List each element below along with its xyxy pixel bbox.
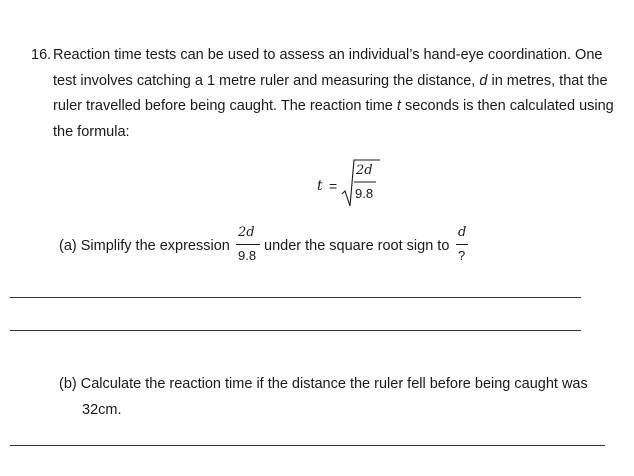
question-text-line-3 (53, 98, 614, 114)
question-text-line-3a: ruler travelled before being caught. The reaction time (53, 98, 393, 114)
question-text-line-1: Reaction time tests can be used to assess an individual’s hand-eye coordination. One (53, 47, 603, 63)
part-a-fraction-bar (236, 244, 260, 245)
question-text-line-2a: test involves catching a 1 metre ruler and measuring the distance, (53, 73, 476, 89)
formula-lhs: t (317, 178, 323, 194)
part-b-line-2: 32cm. (82, 402, 122, 418)
part-a-fraction-denominator: 9.8 (238, 248, 257, 263)
part-a-middle-text: under the square root sign to (264, 238, 450, 254)
question-text-line-2b: in metres, that the (491, 73, 608, 89)
part-a-target-fraction-bar (456, 244, 468, 245)
part-a-target-denominator: ? (458, 248, 466, 263)
answer-line-a-2[interactable] (10, 330, 581, 331)
question-text-line-4: the formula: (53, 124, 130, 140)
part-a-fraction-numerator: 2d (238, 225, 255, 240)
answer-line-b-1[interactable] (10, 445, 605, 446)
question-number: 16. (31, 47, 52, 63)
question-text-line-2 (53, 73, 608, 89)
variable-t: t (396, 98, 401, 114)
formula-denominator: 9.8 (355, 186, 374, 201)
question-text-line-3b: seconds is then calculated using (404, 98, 614, 114)
part-b-line-1: (b) Calculate the reaction time if the distance the ruler fell before being caught was (59, 376, 588, 392)
formula-equals: = (329, 178, 338, 194)
part-a-target-numerator: d (458, 225, 467, 240)
variable-d: d (479, 73, 488, 89)
answer-line-a-1[interactable] (10, 297, 581, 298)
formula-numerator: 2d (356, 163, 373, 178)
part-a-prefix: (a) Simplify the expression (59, 238, 230, 254)
